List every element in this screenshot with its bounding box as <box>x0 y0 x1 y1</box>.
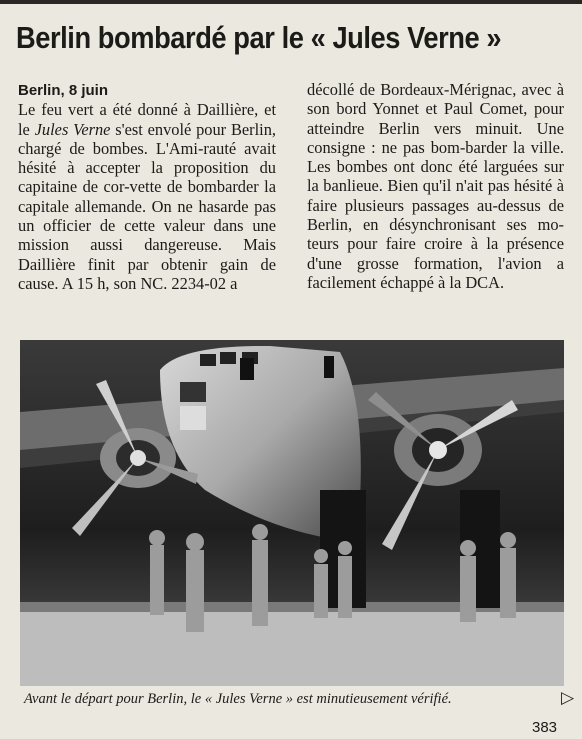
top-rule <box>0 0 582 4</box>
article-left-column <box>18 80 276 293</box>
page-number: 383 <box>532 719 558 736</box>
article-headline: Berlin bombardé par le « Jules Verne » <box>16 20 502 55</box>
left-column-text-start: Le feu vert a été donné à Daillière, et le <box>18 100 276 139</box>
photo-caption: Avant le départ pour Berlin, le « Jules Verne » est minutieusement vérifié. <box>24 691 452 707</box>
article-right-column <box>307 80 564 292</box>
right-column-text: décollé de Bordeaux-Mérignac, avec à son bord Yonnet et Paul Comet, pour atteindre Berlin vers minuit. Une consigne : ne pas bom-barder la ville. Les bombes ont donc été larguées sur la banlieue. Bien qu'il n'ait pas hésité à faire plusieurs passages au-dessus de Berlin, en désynchronisant ses mo-teurs pour faire croire à la présence d'une grosse formation, l'avion a facilement échappé à la DCA. <box>307 80 564 292</box>
next-page-arrow-icon: ▷ <box>561 688 575 707</box>
aircraft-name-italic: Jules Verne <box>34 119 111 139</box>
article-dateline: Berlin, 8 juin <box>18 82 109 99</box>
airplane-photo-illustration <box>20 340 564 686</box>
left-column-text-rest: s'est envolé pour Berlin, chargé de bombes. L'Ami-rauté avait hésité à accepter la proposition du capitaine de cor-vette de bombarder la capitale allemande. On ne hasarde pas un officier de cette valeur dans une mission aussi dangereuse. Mais Daillière finit par obtenir gain de cause. A 15 h, son NC. 2234-02 a <box>18 119 277 293</box>
airplane-photo <box>20 340 564 686</box>
